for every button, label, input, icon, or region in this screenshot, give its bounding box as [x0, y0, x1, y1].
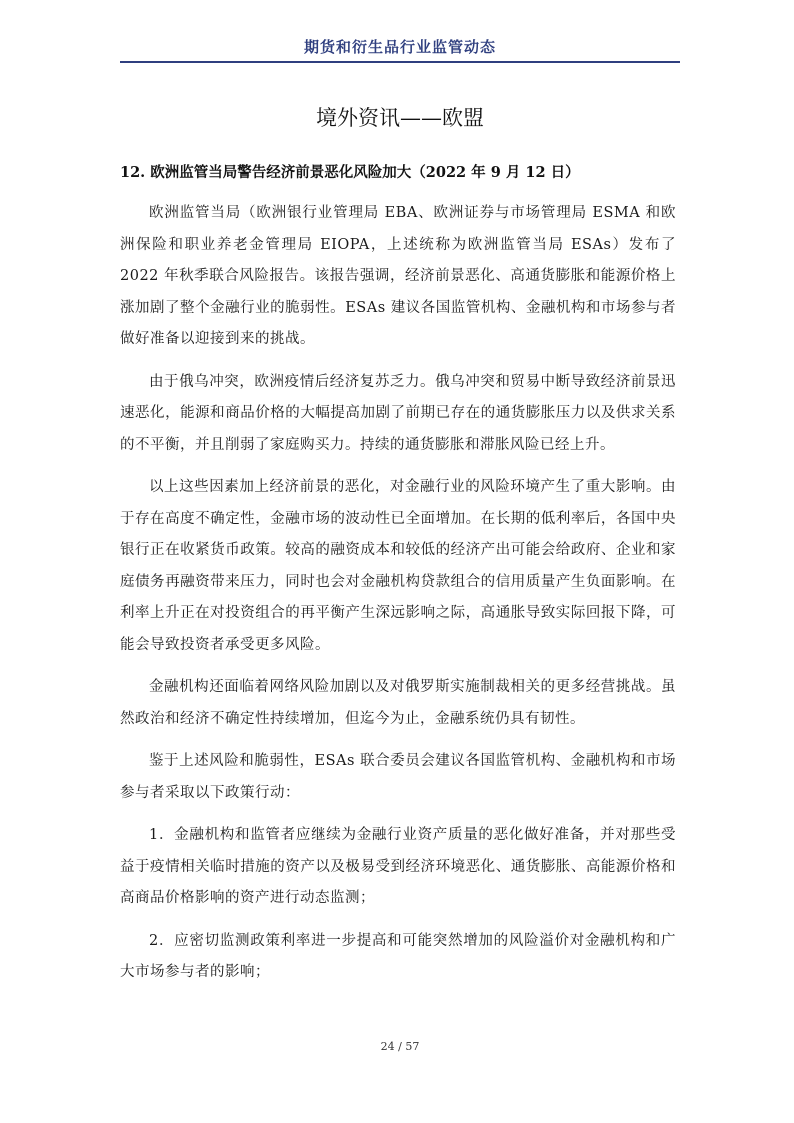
paragraph: 金融机构还面临着网络风险加剧以及对俄罗斯实施制裁相关的更多经营挑战。虽然政治和经济不确定性持续增加，但迄今为止，金融系统仍具有韧性。: [120, 679, 676, 727]
paragraph: 鉴于上述风险和脆弱性，ESAs 联合委员会建议各国监管机构、金融机构和市场参与者采取以下政策行动：: [120, 753, 676, 801]
page-header: [120, 36, 680, 63]
list-item: 2．应密切监测政策利率进一步提高和可能突然增加的风险溢价对金融机构和广大市场参与者的影响；: [120, 932, 676, 980]
article-title: 12. 欧洲监管当局警告经济前景恶化风险加大（2022 年 9 月 12 日）: [120, 164, 580, 181]
paragraph: 由于俄乌冲突，欧洲疫情后经济复苏乏力。俄乌冲突和贸易中断导致经济前景迅速恶化，能源和商品价格的大幅提高加剧了前期已存在的通货膨胀压力以及供求关系的不平衡，并且削弱了家庭购买力。持续的通货膨胀和滞胀风险已经上升。: [120, 373, 676, 453]
header-rule: [120, 61, 680, 63]
paragraph: 以上这些因素加上经济前景的恶化，对金融行业的风险环境产生了重大影响。由于存在高度不确定性，金融市场的波动性已全面增加。在长期的低利率后，各国中央银行正在收紧货币政策。较高的融资成本和较低的经济产出可能会给政府、企业和家庭债务再融资带来压力，同时也会对金融机构贷款组合的信用质量产生负面影响。在利率上升正在对投资组合的再平衡产生深远影响之际，高通胀导致实际回报下降，可能会导致投资者承受更多风险。: [120, 479, 676, 653]
page-number: 24 / 57: [380, 1040, 420, 1053]
header-title: 期货和衍生品行业监管动态: [303, 38, 496, 56]
list-item: 1．金融机构和监管者应继续为金融行业资产质量的恶化做好准备，并对那些受益于疫情相关临时措施的资产以及极易受到经济环境恶化、通货膨胀、高能源价格和高商品价格影响的资产进行动态监测；: [120, 827, 676, 906]
article-body: [120, 198, 676, 1000]
section-heading: 境外资讯——欧盟: [316, 106, 484, 130]
paragraph: 欧洲监管当局（欧洲银行业管理局 EBA、欧洲证券与市场管理局 ESMA 和欧洲保险和职业养老金管理局 EIOPA，上述统称为欧洲监管当局 ESAs）发布了 2022 年秋季联合风险报告。该报告强调，经济前景恶化、高通货膨胀和能源价格上涨加剧了整个金融行业的脆弱性。ESAs 建议各国监管机构、金融机构和市场参与者做好准备以迎接到来的挑战。: [120, 205, 676, 347]
